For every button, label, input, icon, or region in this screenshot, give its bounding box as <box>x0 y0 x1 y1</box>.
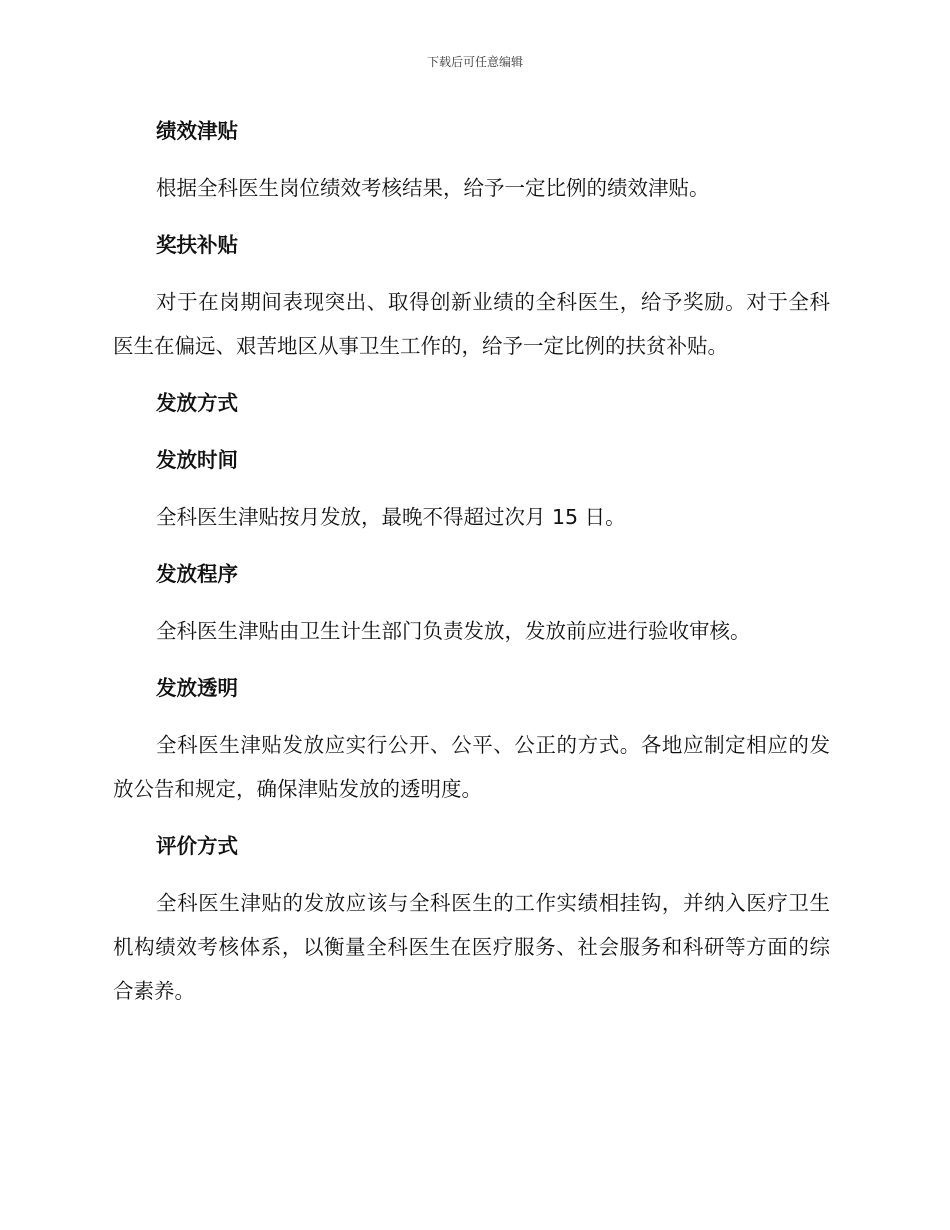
section-heading-reward-subsidy: 奖扶补贴 <box>156 233 238 257</box>
page-header: 下载后可任意编辑 <box>426 55 523 69</box>
section-heading-evaluation-method: 评价方式 <box>156 834 238 858</box>
paragraph-evaluation-method: 全科医生津贴的发放应该与全科医生的工作实绩相挂钩，并纳入医疗卫生机构绩效考核体系，以衡量全科医生在医疗服务、社会服务和科研等方面的综合素养。 <box>113 891 830 1003</box>
section-heading-payment-transparency: 发放透明 <box>156 676 238 700</box>
section-heading-payment-method: 发放方式 <box>156 391 238 415</box>
paragraph-payment-procedure: 全科医生津贴由卫生计生部门负责发放，发放前应进行验收审核。 <box>156 619 751 643</box>
section-heading-performance-allowance: 绩效津贴 <box>156 119 238 143</box>
paragraph-payment-time: 全科医生津贴按月发放，最晚不得超过次月 15 日。 <box>156 505 626 529</box>
section-heading-payment-time: 发放时间 <box>156 448 238 472</box>
paragraph-payment-transparency: 全科医生津贴发放应实行公开、公平、公正的方式。各地应制定相应的发放公告和规定，确保津贴发放的透明度。 <box>113 733 830 801</box>
paragraph-reward-subsidy: 对于在岗期间表现突出、取得创新业绩的全科医生，给予奖励。对于全科医生在偏远、艰苦地区从事卫生工作的，给予一定比例的扶贫补贴。 <box>113 290 830 358</box>
document-body <box>113 109 830 1026</box>
paragraph-performance-allowance: 根据全科医生岗位绩效考核结果，给予一定比例的绩效津贴。 <box>156 176 710 200</box>
section-heading-payment-procedure: 发放程序 <box>156 562 238 586</box>
